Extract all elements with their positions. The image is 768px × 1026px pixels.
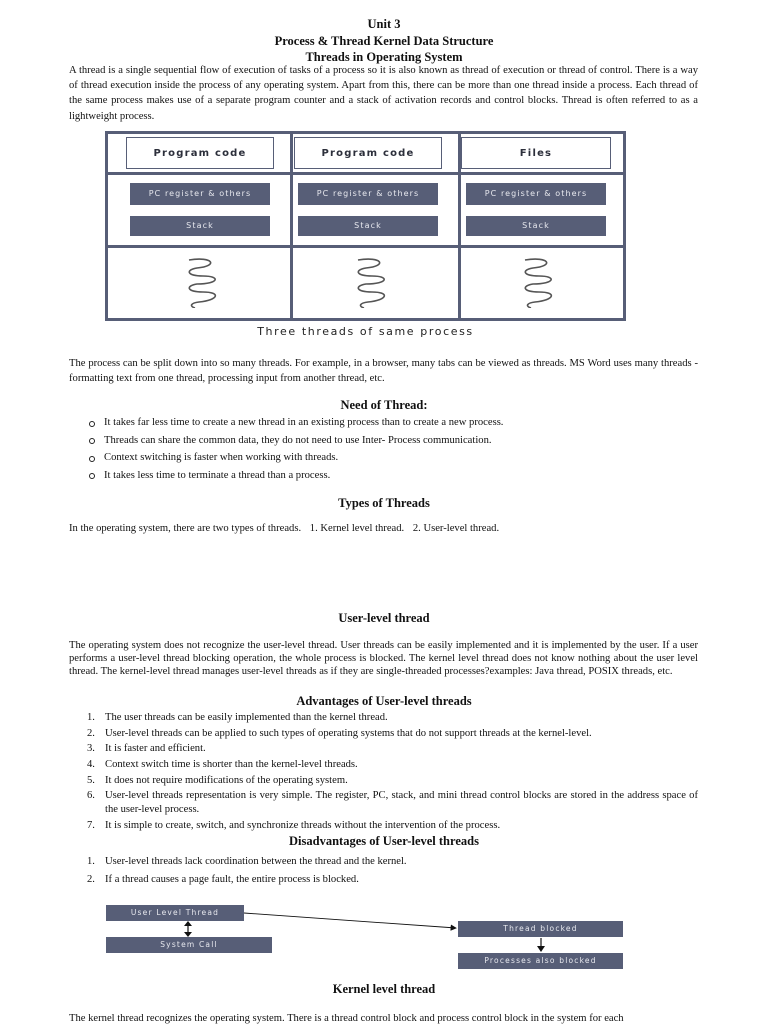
advantages-list [69,711,698,834]
disadvantages-list [69,855,698,888]
pc-register-box: PC register & others [298,183,438,205]
list-item: 3. It is faster and efficient. [87,743,206,755]
kernel-level-heading: Kernel level thread [332,982,436,996]
list-item: 5. It does not require modifications of the operating system. [87,774,348,786]
diagram-divider [290,134,293,318]
three-threads-diagram [105,131,626,321]
stack-box: Stack [466,216,606,236]
split-paragraph: The process can be split down into so many threads. For example, in a browser, many tabs can be viewed as threads. MS Word uses many threads - formatting text from one thread, processing input from another thread, etc. [69,358,698,385]
system-call-box: System Call [106,937,272,953]
diagram-divider [108,245,623,248]
page-subtitle: Threads in Operating System [305,50,463,64]
page-title: Process & Thread Kernel Data Structure [274,34,494,48]
user-level-thread-box: User Level Thread [106,905,244,921]
processes-blocked-box: Processes also blocked [458,953,623,969]
unit-heading: Unit 3 [367,17,401,31]
stack-box: Stack [298,216,438,236]
types-text: In the operating system, there are two types of threads. [69,523,302,534]
program-code-cell: Program code [294,137,442,169]
files-cell: Files [461,137,611,169]
thread-coil-icon [352,256,392,308]
thread-coil-icon [519,256,559,308]
stack-box: Stack [130,216,270,236]
list-item: 6. User-level threads representation is very simple. The register, PC, stack, and mini thread control blocks are stored in the address space of the user-level process. [87,790,698,816]
list-item: Threads can share the common data, they do not need to use Inter- Process communication. [69,432,503,450]
list-item: 7. It is simple to create, switch, and synchronize threads without the intervention of the process. [87,819,501,831]
arrow-head-down-icon [537,946,545,952]
arrow-head-up-icon [184,921,192,926]
thread-blocked-box: Thread blocked [458,921,623,937]
types-line [69,523,499,534]
program-code-cell: Program code [126,137,274,169]
bullet-icon [89,473,95,479]
type-user: 2. User-level thread. [412,523,500,534]
disadvantages-heading: Disadvantages of User-level threads [289,834,479,848]
list-item: Context switching is faster when working with threads. [69,449,503,467]
list-item: It takes less time to terminate a thread than a process. [69,467,503,485]
pc-register-box: PC register & others [130,183,270,205]
list-item: 1. The user threads can be easily implemented than the kernel thread. [87,712,388,723]
arrow-to-thread-blocked [244,913,456,928]
list-item: 2. If a thread causes a page fault, the entire process is blocked. [87,873,359,885]
advantages-heading: Advantages of User-level threads [296,694,472,708]
list-item: 2. User-level threads can be applied to such types of operating systems that do not support threads at the kernel-level. [87,727,592,739]
thread-coil-icon [183,256,223,308]
list-item: 4. Context switch time is shorter than the kernel-level threads. [87,759,358,771]
list-item: 1. User-level threads lack coordination between the thread and the kernel. [87,856,407,867]
bullet-icon [89,421,95,427]
list-item: It takes far less time to create a new thread in an existing process than to create a new process. [69,414,503,432]
bullet-icon [89,438,95,444]
intro-paragraph: A thread is a single sequential flow of execution of tasks of a process so it is also known as thread of execution or thread of control. There is a way of thread execution inside the process of any operating system. Apart from this, there can be more than one thread inside a process. Each thread of the same process makes use of a separate program counter and a stack of activation records and control blocks. Thread is often referred to as a lightweight process. [69,65,698,122]
need-heading: Need of Thread: [340,398,428,412]
diagram-caption: Three threads of same process [257,325,474,338]
bullet-icon [89,456,95,462]
need-list [69,414,503,484]
types-heading: Types of Threads [338,496,430,510]
kernel-level-paragraph: The kernel thread recognizes the operating system. There is a thread control block and process control block in the system for each [69,1013,624,1024]
user-level-paragraph: The operating system does not recognize the user-level thread. User threads can be easily implemented and it is implemented by the user. If a user performs a user-level thread blocking operation, the whole process is blocked. The kernel level thread does not know nothing about the user level thread. The kernel-level thread manages user-level threads as if they are single-threaded processes?examples: Java thread, POSIX threads, etc. [69,640,698,678]
diagram-divider [108,172,623,175]
user-level-heading: User-level thread [338,611,430,625]
pc-register-box: PC register & others [466,183,606,205]
type-kernel: 1. Kernel level thread. [309,523,405,534]
